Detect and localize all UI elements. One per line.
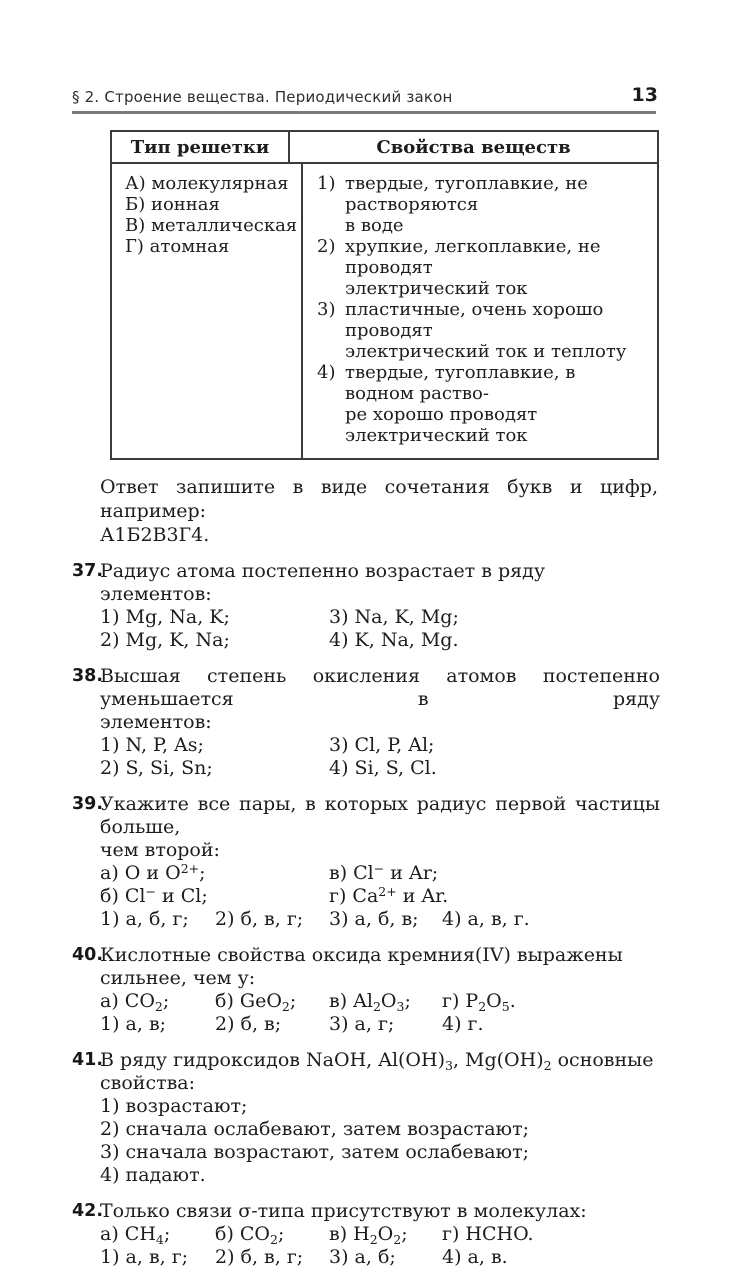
- question-number: 39.: [72, 794, 104, 814]
- question-body: [100, 560, 660, 652]
- option-cell: 4) а, в.: [442, 1246, 508, 1268]
- property-item: [317, 236, 649, 299]
- option-row: [100, 629, 660, 652]
- question: [72, 1200, 660, 1269]
- option-row: [100, 1118, 660, 1141]
- lattice-type-item: Г) атомная: [125, 236, 230, 257]
- answer-note-line: Ответ запишите в виде сочетания букв и цифр, например:: [100, 476, 658, 522]
- question-number: 38.: [72, 666, 104, 686]
- property-text: [345, 236, 649, 299]
- option-cell: а) $CO_2$;: [100, 990, 170, 1014]
- table-body-row: [112, 164, 657, 458]
- option-cell: а) O и $O^{2+}$;: [100, 861, 206, 884]
- property-item: [317, 362, 649, 446]
- question-stem: Высшая степень окисления атомов постепенно уменьшается в ряду: [100, 665, 660, 710]
- column-header-substance-properties: Свойства веществ: [376, 137, 571, 158]
- option-cell: 4) а, в, г.: [442, 908, 530, 930]
- option-cell: б) GeO$_2$;: [215, 990, 297, 1014]
- question-number: 42.: [72, 1201, 104, 1221]
- option-cell: в) $Al_2O_3$;: [329, 990, 411, 1014]
- question-stem: чем второй:: [100, 839, 220, 861]
- question: [72, 665, 660, 780]
- lattice-type-item: В) металлическая: [125, 215, 298, 236]
- property-number: 2): [317, 236, 336, 257]
- property-text-line: хрупкие, легкоплавкие, не проводят: [345, 236, 601, 278]
- question-number: 41.: [72, 1050, 104, 1070]
- option-cell: г) $Ca^{2+}$ и Ar.: [329, 884, 449, 907]
- property-text-line: в воде: [345, 215, 404, 236]
- page-number: 13: [631, 84, 658, 106]
- question-stem: элементов:: [100, 711, 212, 733]
- option-cell: 2) б, в, г;: [215, 1246, 304, 1268]
- question: [72, 560, 660, 652]
- question-number: 40.: [72, 945, 104, 965]
- question-stem: В ряду гидроксидов NaOH, $Al(OH)_3$, $Mg(OH)_2$ основные свойства:: [100, 1049, 654, 1094]
- question-body: [100, 793, 660, 931]
- option-cell: 3) а, б, в;: [329, 908, 419, 930]
- option-cell: 2) S, Si, Sn;: [100, 757, 213, 779]
- questions-list: [72, 560, 660, 1269]
- question-stem: Радиус атома постепенно возрастает в ряду элементов:: [100, 560, 545, 605]
- option-cell: 3) а, г;: [329, 1013, 395, 1035]
- option-row: [100, 862, 660, 885]
- option-cell: б) $CO_2$;: [215, 1223, 285, 1247]
- option-row: [100, 757, 660, 780]
- option-cell: 1) N, P, As;: [100, 734, 204, 756]
- option-cell: г) $P_2O_5$.: [442, 990, 516, 1014]
- option-cell: 4) падают.: [100, 1164, 206, 1186]
- option-cell: 1) а, б, г;: [100, 908, 189, 930]
- option-row: [100, 1095, 660, 1118]
- option-cell: 4) Si, S, Cl.: [329, 757, 437, 779]
- property-number: 4): [317, 362, 336, 383]
- option-row: [100, 1223, 660, 1246]
- question: [72, 944, 660, 1036]
- matching-table: [110, 130, 659, 460]
- option-cell: 2) б, в, г;: [215, 908, 304, 930]
- option-cell: 1) а, в;: [100, 1013, 167, 1035]
- option-row: [100, 1164, 660, 1187]
- option-cell: 2) б, в;: [215, 1013, 282, 1035]
- page-header: [72, 84, 660, 106]
- option-cell: 3) сначала возрастают, затем ослабевают;: [100, 1141, 530, 1163]
- option-row: [100, 990, 660, 1013]
- property-text-line: ре хорошо проводят электрический ток: [345, 404, 538, 446]
- option-cell: 4) K, Na, Mg.: [329, 629, 459, 651]
- question-stem: Только связи σ-типа присутствуют в молекулах:: [100, 1200, 587, 1222]
- option-row: [100, 1141, 660, 1164]
- property-text-line: пластичные, очень хорошо проводят: [345, 299, 604, 341]
- question: [72, 1049, 660, 1187]
- option-cell: 1) возрастают;: [100, 1095, 248, 1117]
- option-row: [100, 1013, 660, 1036]
- question-number: 37.: [72, 561, 104, 581]
- property-item: [317, 299, 649, 362]
- option-cell: 3) а, б;: [329, 1246, 396, 1268]
- property-text: [345, 362, 649, 446]
- question-body: [100, 1200, 660, 1269]
- option-cell: в) $H_2O_2$;: [329, 1223, 408, 1247]
- header-rule: [72, 111, 656, 114]
- option-cell: 4) г.: [442, 1013, 484, 1035]
- option-cell: в) Cl− и Ar;: [329, 861, 439, 884]
- option-cell: 2) сначала ослабевают, затем возрастают;: [100, 1118, 530, 1140]
- property-text-line: твердые, тугоплавкие, не растворяются: [345, 173, 588, 215]
- option-row: [100, 908, 660, 931]
- question-stem: Укажите все пары, в которых радиус первой частицы больше,: [100, 793, 660, 838]
- option-cell: б) Cl− и Cl;: [100, 884, 208, 907]
- option-row: [100, 734, 660, 757]
- option-row: [100, 1246, 660, 1269]
- question: [72, 793, 660, 931]
- property-text: [345, 299, 649, 362]
- option-cell: 1) а, в, г;: [100, 1246, 189, 1268]
- property-number: 3): [317, 299, 336, 320]
- question-stem: Кислотные свойства оксида кремния(IV) выражены сильнее, чем у:: [100, 944, 623, 989]
- column-header-lattice-type: Тип решетки: [112, 132, 290, 162]
- option-cell: г) HCHO.: [442, 1223, 534, 1245]
- lattice-type-item: А) молекулярная: [125, 173, 289, 194]
- question-body: [100, 944, 660, 1036]
- property-text-line: твердые, тугоплавкие, в водном раство-: [345, 362, 576, 404]
- option-row: [100, 885, 660, 908]
- option-cell: 1) Mg, Na, K;: [100, 606, 230, 628]
- properties-cell: [303, 164, 657, 458]
- option-cell: 2) Mg, K, Na;: [100, 629, 230, 651]
- property-number: 1): [317, 173, 336, 194]
- page-content: [72, 84, 660, 1269]
- lattice-types-cell: [112, 164, 303, 458]
- option-cell: 3) Na, K, Mg;: [329, 606, 459, 628]
- lattice-type-item: Б) ионная: [125, 194, 220, 215]
- property-text: [345, 173, 649, 236]
- table-header-row: [112, 132, 657, 164]
- property-item: [317, 173, 649, 236]
- option-cell: 3) Cl, P, Al;: [329, 734, 435, 756]
- option-row: [100, 606, 660, 629]
- option-cell: а) $CH_4$;: [100, 1223, 171, 1247]
- question-body: [100, 665, 660, 780]
- section-title: § 2. Строение вещества. Периодический закон: [72, 88, 453, 106]
- property-text-line: электрический ток: [345, 278, 528, 299]
- question-body: [100, 1049, 660, 1187]
- answer-note: [100, 475, 658, 547]
- property-text-line: электрический ток и теплоту: [345, 341, 627, 362]
- answer-note-line: А1Б2В3Г4.: [100, 524, 210, 546]
